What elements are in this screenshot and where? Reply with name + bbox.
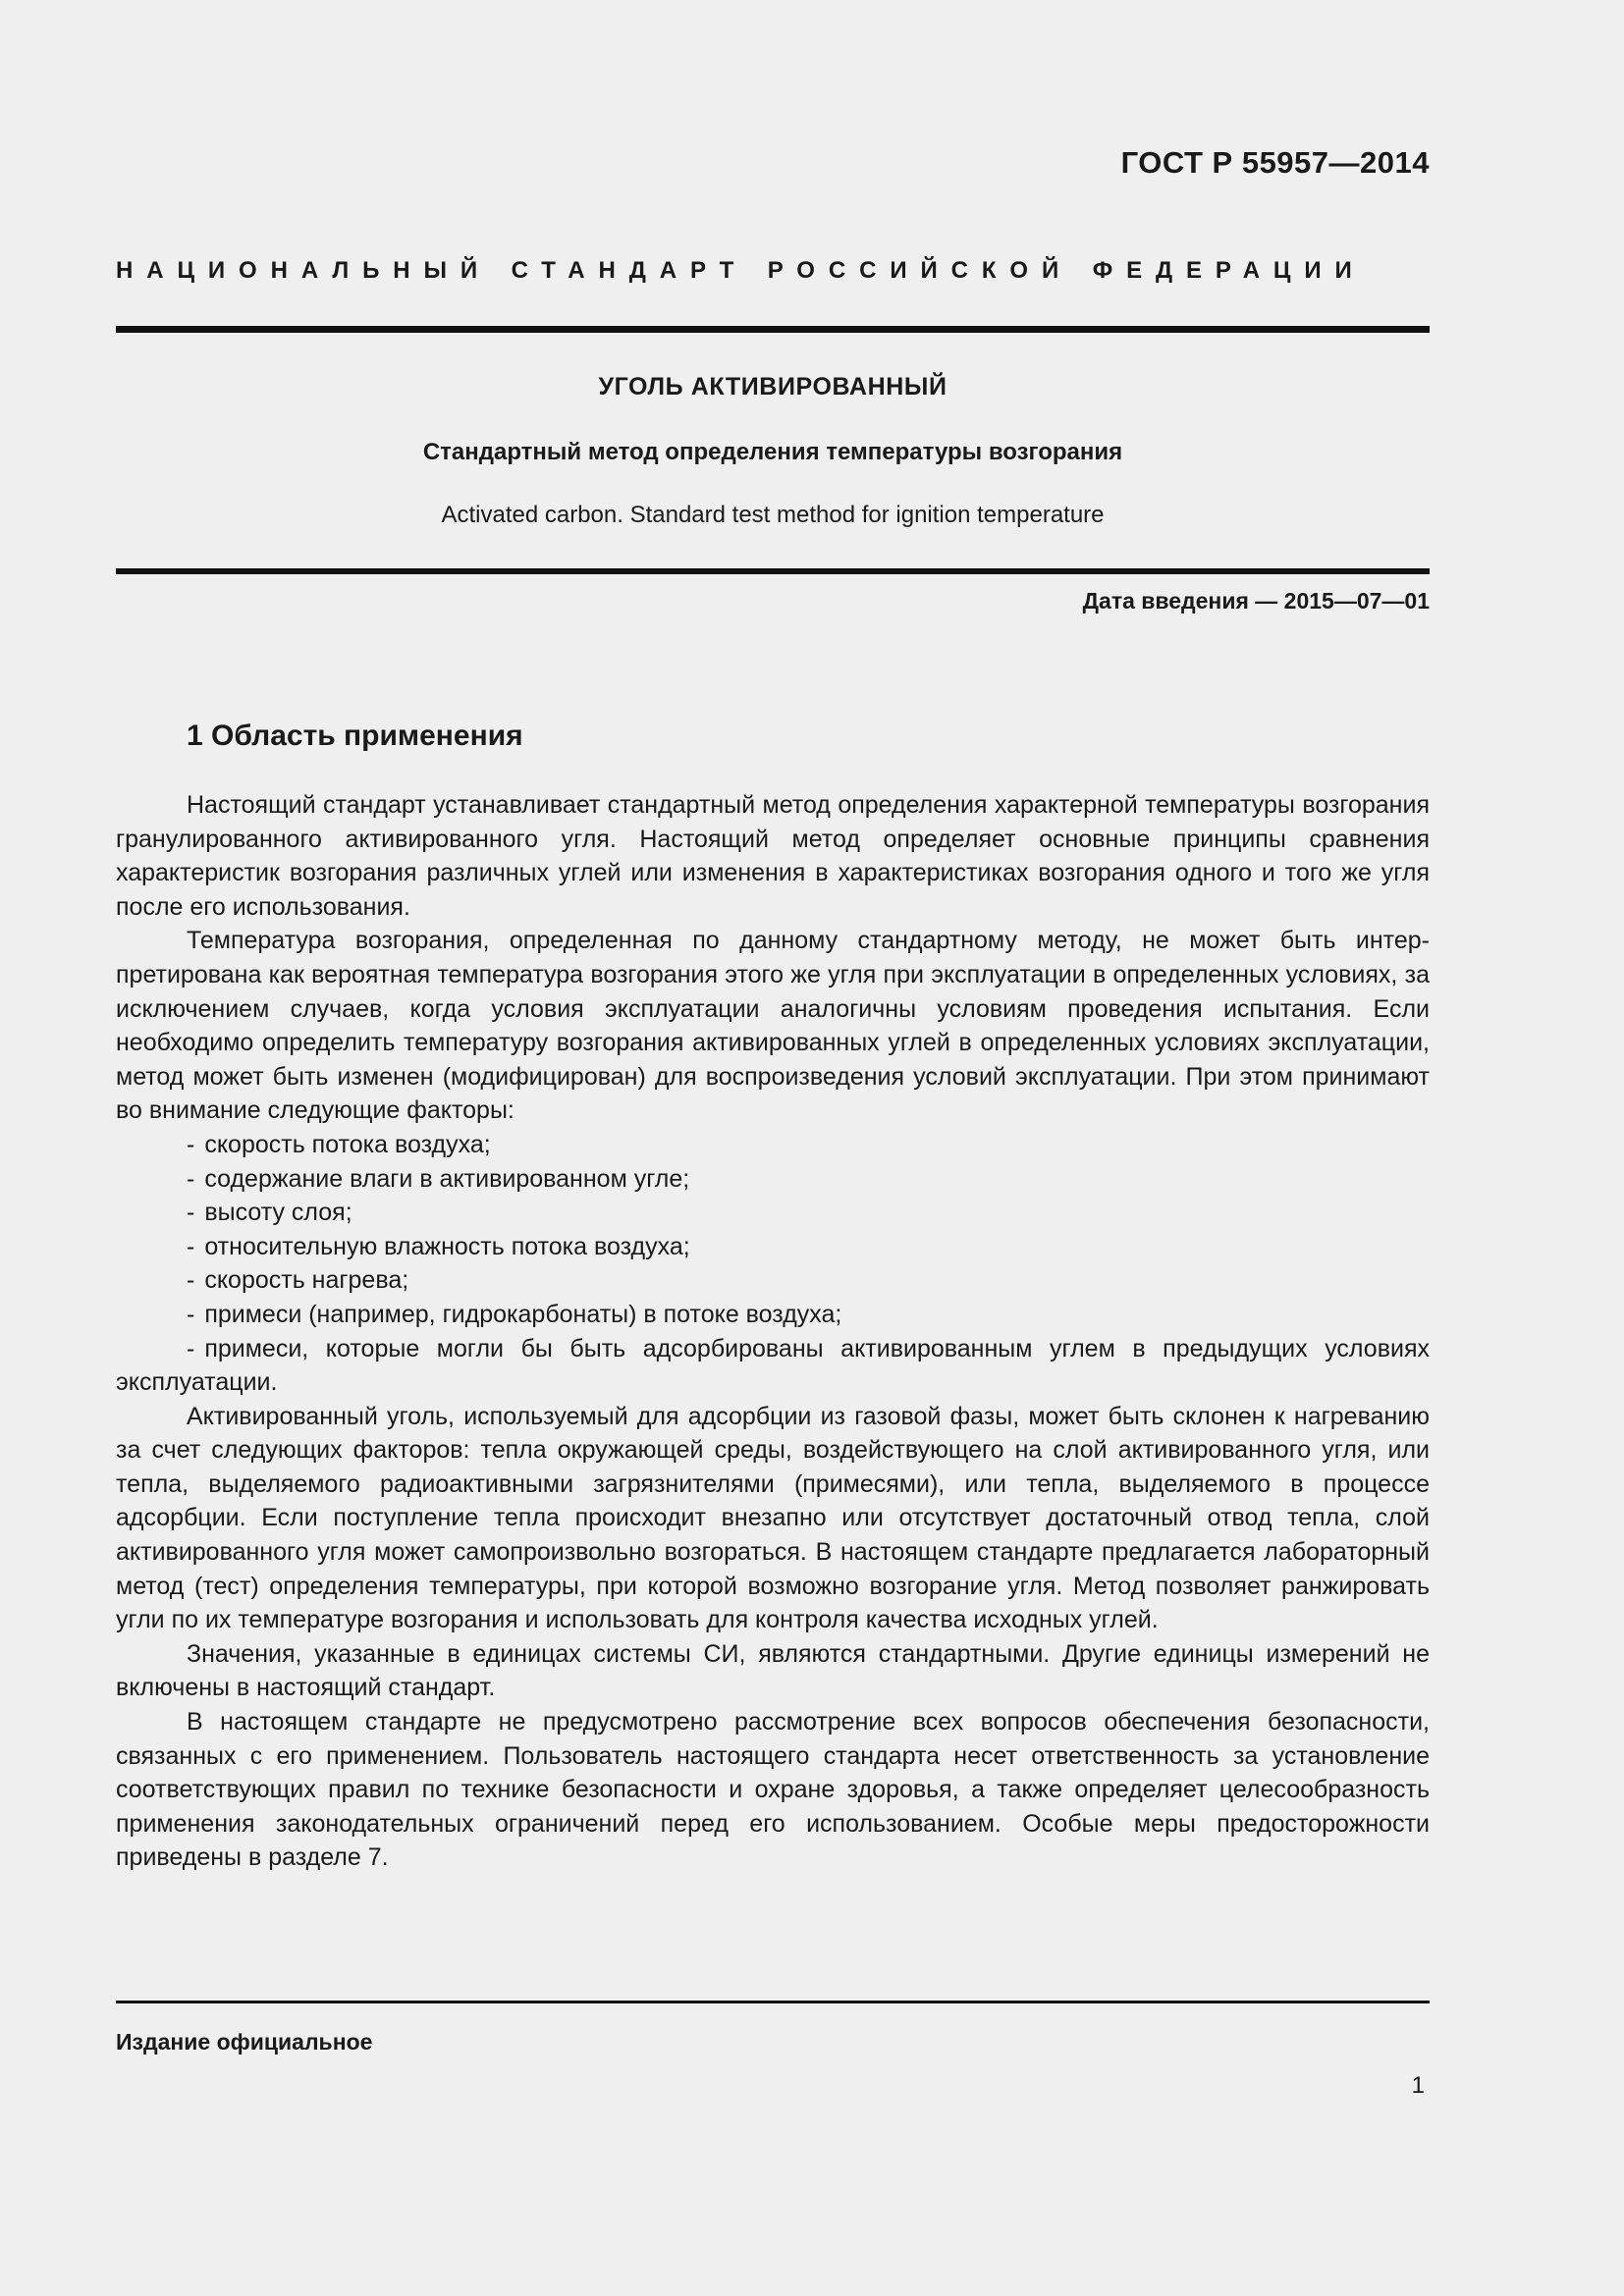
- introduction-date: Дата введения — 2015—07—01: [1082, 588, 1430, 614]
- document-subtitle: Стандартный метод определения температуры возгорания: [422, 439, 1123, 465]
- document-title: УГОЛЬ АКТИВИРОВАННЫЙ: [598, 373, 947, 400]
- list-item-text: примеси, которые могли бы быть адсорбированы активированным углем в предыдущих условиях эксплуатации.: [116, 1334, 1430, 1397]
- list-item: - высоту слоя;: [187, 1199, 352, 1227]
- list-item-text: содержание влаги в активированном угле;: [204, 1164, 690, 1193]
- list-item-text: относительную влажность потока воздуха;: [204, 1232, 690, 1260]
- paragraph: Температура возгорания, определенная по данному стандартному методу, не может быть интерпретирована как вероятная температура возгорания этого же угля при эксплуатации в определенных условиях, за исключением случаев, когда условия эксплуатации аналогичны условиям проведения испытания. Если необходимо определить температуру возгорания активированных углей в определенных условиях эксплуатации, метод может быть изменен (модифицирован) для воспроизведения условий эксплуатации. При этом принимают во внимание следующие факторы:: [116, 927, 1430, 1125]
- list-item: - примеси (например, гидрокарбонаты) в потоке воздуха;: [187, 1300, 842, 1328]
- list-item-text: скорость потока воздуха;: [204, 1130, 491, 1158]
- paragraph: Активированный уголь, используемый для адсорбции из газовой фазы, может быть склонен к нагреванию за счет следующих факторов: тепла окружающей среды, воздействующего на слой активированного угля, или тепла, выделяемого радиоактивными загрязнителями (примесями), или тепла, выделяемого в процессе адсорбции. Если поступление тепла происходит внезапно или отсутствует достаточный отвод тепла, слой активированного угля может самопроизвольно возгораться. В настоящем стандарте предлагается лабораторный метод (тест) определения температуры, при которой возможно возгорание угля. Метод позволяет ранжировать угли по их температуре возгорания и использовать для контроля качества исходных углей.: [116, 1402, 1430, 1634]
- list-item: - примеси, которые могли бы быть адсорбированы активированным углем в предыдущих условиях эксплуатации.: [116, 1334, 1430, 1397]
- paragraph: Настоящий стандарт устанавливает стандартный метод определения характерной температуры возгорания гранулированного активированного угля. Настоящий метод определяет основные принципы сравнения характеристик возгорания различных углей или изменения в характеристиках возгорания одного и того же угля после его использования.: [116, 791, 1430, 921]
- document-number: ГОСТ Р 55957—2014: [1120, 145, 1430, 180]
- factors-list: [116, 1128, 1430, 1400]
- list-item-text: высоту слоя;: [204, 1199, 352, 1227]
- national-standard-header: НАЦИОНАЛЬНЫЙ СТАНДАРТ РОССИЙСКОЙ ФЕДЕРАЦИИ: [116, 257, 1366, 284]
- section-heading: 1 Область применения: [187, 720, 523, 752]
- list-item-text: скорость нагрева;: [204, 1266, 409, 1295]
- edition-label: Издание официальное: [116, 2029, 373, 2055]
- section-body: [116, 788, 1430, 1875]
- list-item: - скорость нагрева;: [187, 1266, 409, 1295]
- list-item: - содержание влаги в активированном угле;: [187, 1164, 690, 1193]
- paragraph: В настоящем стандарте не предусмотрено рассмотрение всех вопросов обеспечения безопасности, связанных с его применением. Пользователь настоящего стандарта несет ответственность за установление соответствующих правил по технике безопасности и охране здоровья, а также определяет целесообразность применения законодательных ограничений перед его использованием. Особые меры предосторожности приведены в разделе 7.: [116, 1708, 1430, 1872]
- title-divider: [116, 568, 1430, 574]
- list-item-text: примеси (например, гидрокарбонаты) в потоке воздуха;: [204, 1300, 842, 1328]
- list-item: - относительную влажность потока воздуха;: [187, 1232, 690, 1260]
- footer-divider: [116, 2001, 1430, 2003]
- paragraph: Значения, указанные в единицах системы СИ, являются стандартными. Другие единицы измерений не включены в настоящий стандарт.: [116, 1639, 1430, 1702]
- english-title: Activated carbon. Standard test method for ignition temperature: [441, 502, 1105, 528]
- list-item: - скорость потока воздуха;: [187, 1130, 491, 1158]
- page-number: 1: [1411, 2072, 1425, 2099]
- top-divider: [116, 326, 1430, 333]
